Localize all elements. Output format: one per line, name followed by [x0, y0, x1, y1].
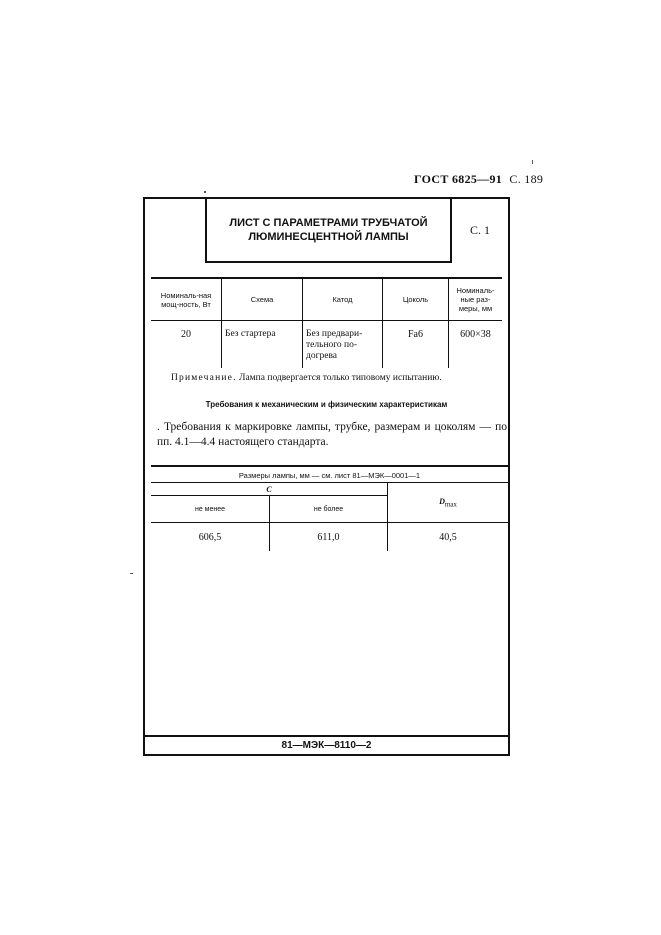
- column-header-max: не более: [270, 496, 388, 523]
- scan-speck: [532, 160, 533, 164]
- cell-c-max: 611,0: [270, 523, 388, 552]
- note-label: Примечание.: [171, 373, 237, 383]
- lamp-parameters-table: [151, 277, 502, 368]
- footer-rule: [145, 735, 508, 737]
- c-dimension-label: C: [151, 483, 388, 496]
- sheet-number: С. 1: [469, 222, 490, 237]
- table-header-row: [151, 278, 502, 321]
- sheet-title-line-2: ЛЮМИНЕСЦЕНТНОЙ ЛАМПЫ: [248, 231, 409, 243]
- scan-speck: [130, 573, 133, 574]
- dimensions-caption: Размеры лампы, мм — см. лист 81—МЭК—0001—1: [151, 468, 508, 483]
- sheet-title: [205, 199, 452, 263]
- standard-number: ГОСТ 6825—91: [414, 172, 503, 186]
- note: [171, 373, 442, 383]
- scan-speck: [204, 191, 206, 193]
- column-header-cap: Цоколь: [383, 278, 449, 321]
- cell-cathode: Без предвари-тельного по-догрева: [303, 321, 383, 369]
- cell-dimensions: 600×38: [449, 321, 503, 369]
- column-header-dimensions: Номиналь-ные раз-меры, мм: [449, 278, 503, 321]
- requirements-text: . Требования к маркировке лампы, трубке, размерам и цоколям — по пп. 4.1—4.4 настоящего стандарта.: [157, 421, 507, 448]
- dmax-label: D: [439, 496, 445, 506]
- page-number: С. 189: [509, 172, 544, 186]
- sheet-title-line-1: ЛИСТ С ПАРАМЕТРАМИ ТРУБЧАТОЙ: [229, 217, 428, 229]
- note-text: Лампа подвергается только типовому испытанию.: [236, 373, 442, 383]
- cell-c-min: 606,5: [198, 531, 222, 543]
- column-header-circuit: Схема: [222, 278, 303, 321]
- dmax-header: [388, 483, 509, 523]
- sheet-code-footer: 81—МЭК—8110—2: [281, 740, 372, 751]
- dimensions-top-rule: [151, 465, 508, 467]
- lamp-dimensions-table: [151, 468, 508, 551]
- cell-cap: Fa6: [383, 321, 449, 369]
- table-row: [151, 321, 502, 369]
- dmax-subscript: max: [444, 500, 457, 509]
- table-row: [151, 523, 508, 552]
- cell-dmax: 40,5: [388, 523, 509, 552]
- column-header-cathode: Катод: [303, 278, 383, 321]
- standard-header: [414, 172, 543, 187]
- column-header-min: не менее: [151, 496, 270, 523]
- requirements-heading: Требования к механическим и физическим характеристикам: [205, 400, 448, 409]
- cell-power: 20: [181, 329, 191, 340]
- column-header-power: Номиналь-ная мощ-ность, Вт: [151, 278, 222, 321]
- cell-circuit: Без стартера: [222, 321, 303, 369]
- data-sheet-frame: [143, 197, 510, 756]
